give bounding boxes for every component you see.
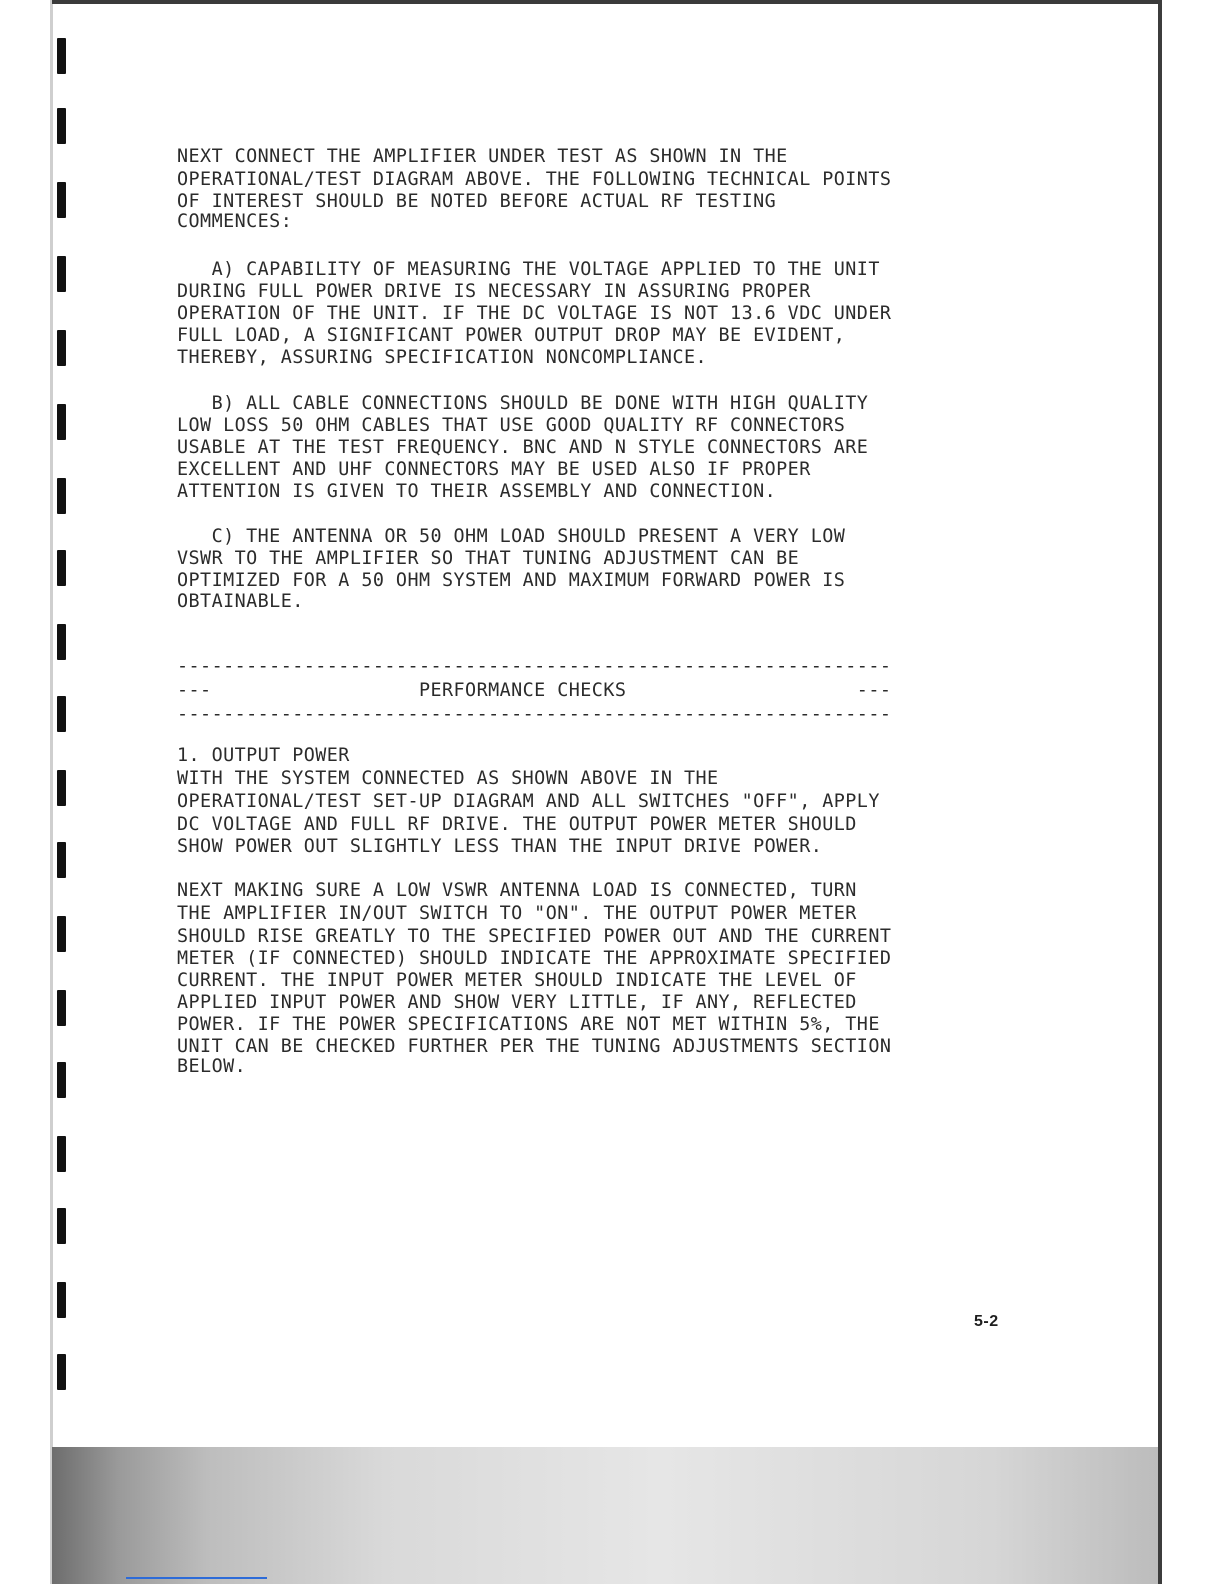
next-step-line: BELOW. <box>177 1056 247 1077</box>
output-power-line: WITH THE SYSTEM CONNECTED AS SHOWN ABOVE IN THE <box>177 768 719 789</box>
point-c-line: OBTAINABLE. <box>177 591 304 612</box>
point-b-line: ATTENTION IS GIVEN TO THEIR ASSEMBLY AND CONNECTION. <box>177 481 777 502</box>
next-step-line: APPLIED INPUT POWER AND SHOW VERY LITTLE, IF ANY, REFLECTED <box>177 992 857 1013</box>
scan-bottom-shadow <box>52 1447 1158 1584</box>
next-step-line: METER (IF CONNECTED) SHOULD INDICATE THE APPROXIMATE SPECIFIED <box>177 948 892 969</box>
binding-hole <box>57 256 66 292</box>
intro-line: NEXT CONNECT THE AMPLIFIER UNDER TEST AS SHOWN IN THE <box>177 146 788 167</box>
output-power-line: OPERATIONAL/TEST SET-UP DIAGRAM AND ALL SWITCHES "OFF", APPLY <box>177 791 880 812</box>
next-step-line: SHOULD RISE GREATLY TO THE SPECIFIED POWER OUT AND THE CURRENT <box>177 926 892 947</box>
output-power-heading: 1. OUTPUT POWER <box>177 745 350 766</box>
next-step-line: POWER. IF THE POWER SPECIFICATIONS ARE NOT MET WITHIN 5%, THE <box>177 1014 880 1035</box>
binding-hole <box>57 916 66 952</box>
page-left-margin <box>0 0 52 1584</box>
bottom-link-underline <box>126 1577 267 1579</box>
binding-hole <box>57 842 66 878</box>
binding-hole <box>57 624 66 660</box>
point-a-line: DURING FULL POWER DRIVE IS NECESSARY IN ASSURING PROPER <box>177 281 811 302</box>
binding-hole <box>57 1282 66 1318</box>
page-number: 5-2 <box>974 1313 999 1330</box>
next-step-line: CURRENT. THE INPUT POWER METER SHOULD INDICATE THE LEVEL OF <box>177 970 857 991</box>
binding-hole <box>57 404 66 440</box>
point-a-line: OPERATION OF THE UNIT. IF THE DC VOLTAGE IS NOT 13.6 VDC UNDER <box>177 303 892 324</box>
header-rule-top: -------------------------------------------------------------- <box>177 656 892 677</box>
binding-hole <box>57 1062 66 1098</box>
point-a-line: A) CAPABILITY OF MEASURING THE VOLTAGE APPLIED TO THE UNIT <box>177 259 880 280</box>
page-left-edge <box>50 0 53 1584</box>
point-b-line: B) ALL CABLE CONNECTIONS SHOULD BE DONE WITH HIGH QUALITY <box>177 393 869 414</box>
point-b-line: EXCELLENT AND UHF CONNECTORS MAY BE USED ALSO IF PROPER <box>177 459 811 480</box>
point-a-line: FULL LOAD, A SIGNIFICANT POWER OUTPUT DROP MAY BE EVIDENT, <box>177 325 846 346</box>
page-right-margin <box>1158 0 1224 1584</box>
binding-hole <box>57 696 66 732</box>
next-step-line: THE AMPLIFIER IN/OUT SWITCH TO "ON". THE OUTPUT POWER METER <box>177 903 857 924</box>
next-step-line: NEXT MAKING SURE A LOW VSWR ANTENNA LOAD IS CONNECTED, TURN <box>177 880 857 901</box>
binding-hole <box>57 550 66 586</box>
binding-hole <box>57 38 66 74</box>
binding-hole <box>57 330 66 366</box>
next-step-line: UNIT CAN BE CHECKED FURTHER PER THE TUNING ADJUSTMENTS SECTION <box>177 1036 892 1057</box>
point-c-line: C) THE ANTENNA OR 50 OHM LOAD SHOULD PRESENT A VERY LOW <box>177 526 846 547</box>
binding-hole <box>57 478 66 514</box>
binding-hole <box>57 182 66 218</box>
point-a-line: THEREBY, ASSURING SPECIFICATION NONCOMPLIANCE. <box>177 347 708 368</box>
binding-hole <box>57 990 66 1026</box>
intro-line: COMMENCES: <box>177 211 293 232</box>
binding-hole <box>57 1208 66 1244</box>
output-power-line: DC VOLTAGE AND FULL RF DRIVE. THE OUTPUT POWER METER SHOULD <box>177 814 857 835</box>
binding-hole <box>57 770 66 806</box>
binding-hole <box>57 1354 66 1390</box>
output-power-line: SHOW POWER OUT SLIGHTLY LESS THAN THE INPUT DRIVE POWER. <box>177 836 823 857</box>
intro-line: OPERATIONAL/TEST DIAGRAM ABOVE. THE FOLLOWING TECHNICAL POINTS <box>177 169 892 190</box>
point-b-line: USABLE AT THE TEST FREQUENCY. BNC AND N STYLE CONNECTORS ARE <box>177 437 869 458</box>
point-c-line: OPTIMIZED FOR A 50 OHM SYSTEM AND MAXIMUM FORWARD POWER IS <box>177 570 846 591</box>
point-c-line: VSWR TO THE AMPLIFIER SO THAT TUNING ADJUSTMENT CAN BE <box>177 548 800 569</box>
header-rule-bottom: -------------------------------------------------------------- <box>177 704 892 725</box>
point-b-line: LOW LOSS 50 OHM CABLES THAT USE GOOD QUALITY RF CONNECTORS <box>177 415 846 436</box>
section-title: --- PERFORMANCE CHECKS --- <box>177 680 892 701</box>
page-right-edge <box>1158 0 1162 1584</box>
binding-hole <box>57 108 66 144</box>
page-top-edge <box>52 0 1162 4</box>
intro-line: OF INTEREST SHOULD BE NOTED BEFORE ACTUAL RF TESTING <box>177 191 777 212</box>
binding-hole <box>57 1136 66 1172</box>
